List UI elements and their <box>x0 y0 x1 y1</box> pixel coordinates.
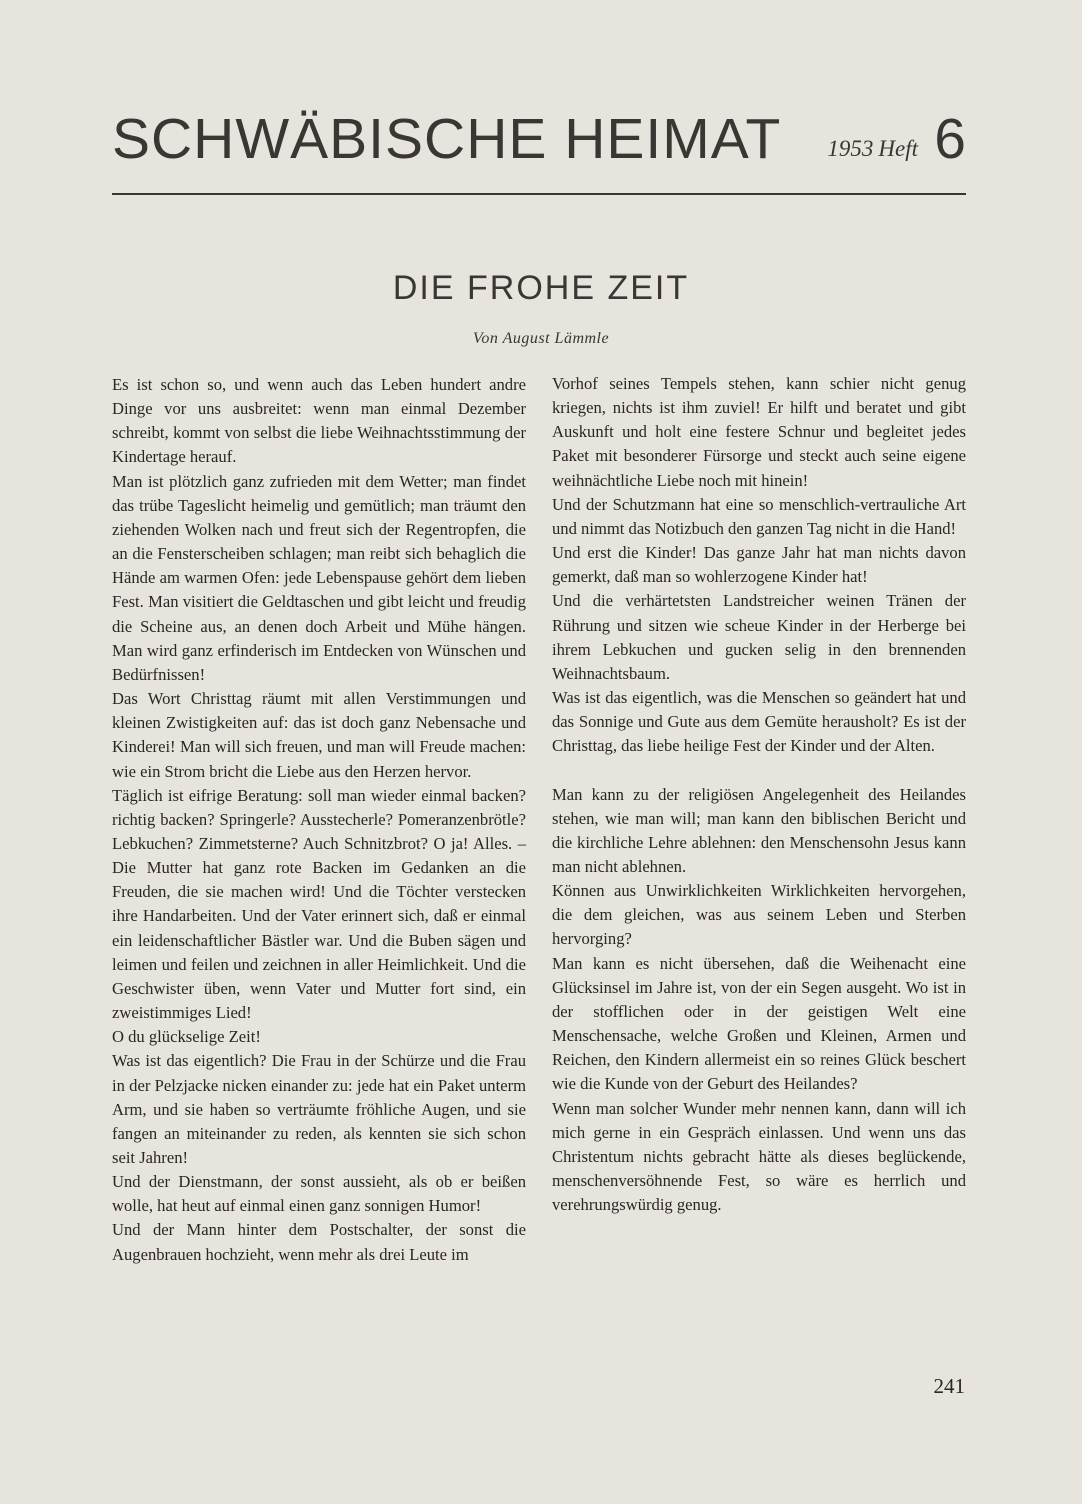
journal-title: SCHWÄBISCHE HEIMAT <box>112 107 782 171</box>
right-column <box>552 372 966 1217</box>
paragraph: O du glückselige Zeit! <box>112 1027 261 1047</box>
paragraph: Das Wort Christtag räumt mit allen Verstimmungen und kleinen Zwistigkeiten auf: das ist doch ganz Nebensache und Kinderei! Man will sich freuen, und man will Freude machen: wie ein Strom bricht die Liebe aus den Herzen hervor. <box>112 689 526 781</box>
paragraph: Und der Mann hinter dem Postschalter, der sonst die Augenbrauen hochzieht, wenn mehr als drei Leute im <box>112 1220 526 1264</box>
paragraph: Was ist das eigentlich, was die Menschen so geändert hat und das Sonnige und Gute aus dem Gemüte herausholt? Es ist der Christtag, das liebe heilige Fest der Kinder und der Alten. <box>552 688 966 756</box>
issue-year: 1953 <box>827 136 874 161</box>
paragraph: Man kann es nicht übersehen, daß die Weihenacht eine Glücksinsel im Jahre ist, von der ein Segen ausgeht. Wo ist in der stofflichen oder in der geistigen Welt eine Menschensache, welche Großen und Kleinen, Armen und Reichen, den Kindern allermeist ein so reines Glück beschert wie die Kunde von der Geburt des Heilandes? <box>552 953 966 1094</box>
issue-info <box>822 134 918 164</box>
paragraph: Was ist das eigentlich? Die Frau in der Schürze und die Frau in der Pelzjacke nicken einander zu: jede hat ein Paket unterm Arm, und sie haben so verträumte fröhliche Augen, und sie fangen an miteinander zu reden, als kennten sie sich schon seit Jahren! <box>112 1051 526 1167</box>
masthead-rule <box>112 193 966 195</box>
paragraph: Man kann zu der religiösen Angelegenheit des Heilandes stehen, wie man will; man kann den biblischen Bericht und die kirchliche Lehre ablehnen: den Menschensohn Jesus kann man nicht ablehnen. <box>552 784 966 876</box>
masthead <box>112 104 966 174</box>
paragraph: Täglich ist eifrige Beratung: soll man wieder einmal backen? richtig backen? Springerle? Ausstecherle? Pomeranzenbrötle? Lebkuchen? Zimmetsterne? Auch Schnitzbrot? O ja! Alles. – Die Mutter hat ganz rote Backen im Gedanken an die Freuden, die sie machen wird! Und die Töchter verstecken ihre Handarbeiten. Und der Vater erinnert sich, daß er einmal ein leidenschaftlicher Bästler war. Und die Buben sägen und leimen und feilen und zeichnen in aller Heimlichkeit. Und die Geschwister üben, wenn Vater und Mutter fort sind, ein zweistimmiges Lied! <box>112 785 526 1023</box>
paragraph: Und die verhärtetsten Landstreicher weinen Tränen der Rührung und sitzen wie scheue Kinder in der Herberge bei ihrem Lebkuchen und gucken selig in den brennenden Weihnachtsbaum. <box>552 591 966 683</box>
paragraph: Wenn man solcher Wunder mehr nennen kann, dann will ich mich gerne in ein Gespräch einlassen. Und wenn uns das Christentum nichts gebracht hätte als dieses beglückende, menschenversöhnende Fest, so wäre es herrlich und verehrungswürdig genug. <box>552 1098 966 1215</box>
page-number: 241 <box>933 1374 965 1398</box>
paragraph: Es ist schon so, und wenn auch das Leben hundert andre Dinge vor uns ausbreitet: wenn man einmal Dezember schreibt, kommt von selbst die liebe Weihnachtsstimmung der Kindertage herauf. <box>112 375 526 467</box>
issue-label: Heft <box>878 136 918 161</box>
paragraph: Vorhof seines Tempels stehen, kann schier nicht genug kriegen, nichts ist ihm zuviel! Er hilft und beratet und gibt Auskunft und holt eine festere Schnur und begleitet jedes Paket mit besonderer Fürsorge und steckt auch seine eigene weihnächtliche Liebe noch mit hinein! <box>552 374 966 490</box>
paragraph: Und erst die Kinder! Das ganze Jahr hat man nichts davon gemerkt, daß man so wohlerzogene Kinder hat! <box>552 543 966 587</box>
issue-number: 6 <box>934 107 966 171</box>
paragraph: Und der Schutzmann hat eine so menschlich-vertrauliche Art und nimmt das Notizbuch den ganzen Tag nicht in die Hand! <box>552 494 966 538</box>
article-byline: Von August Lämmle <box>472 330 610 347</box>
left-column <box>112 373 526 1267</box>
paragraph: Können aus Unwirklichkeiten Wirklichkeiten hervorgehen, die dem gleichen, was aus seinem Leben und Sterben hervorging? <box>552 881 966 949</box>
paragraph: Man ist plötzlich ganz zufrieden mit dem Wetter; man findet das trübe Tageslicht heimelig und gemütlich; man träumt den ziehenden Wolken nach und freut sich der Regentropfen, die an die Fensterscheiben schlagen; man reibt sich behaglich die Hände am warmen Ofen: jede Lebenspause gehört dem lieben Fest. Man visitiert die Geldtaschen und gibt leicht und freudig die Scheine aus, an denen doch Arbeit und Mühe hängen. Man wird ganz erfinderisch im Entdecken von Wünschen und Bedürfnissen! <box>112 471 526 684</box>
article-title: DIE FROHE ZEIT <box>392 269 690 307</box>
paragraph: Und der Dienstmann, der sonst aussieht, als ob er beißen wolle, hat heut auf einmal einen ganz sonnigen Humor! <box>112 1172 526 1216</box>
